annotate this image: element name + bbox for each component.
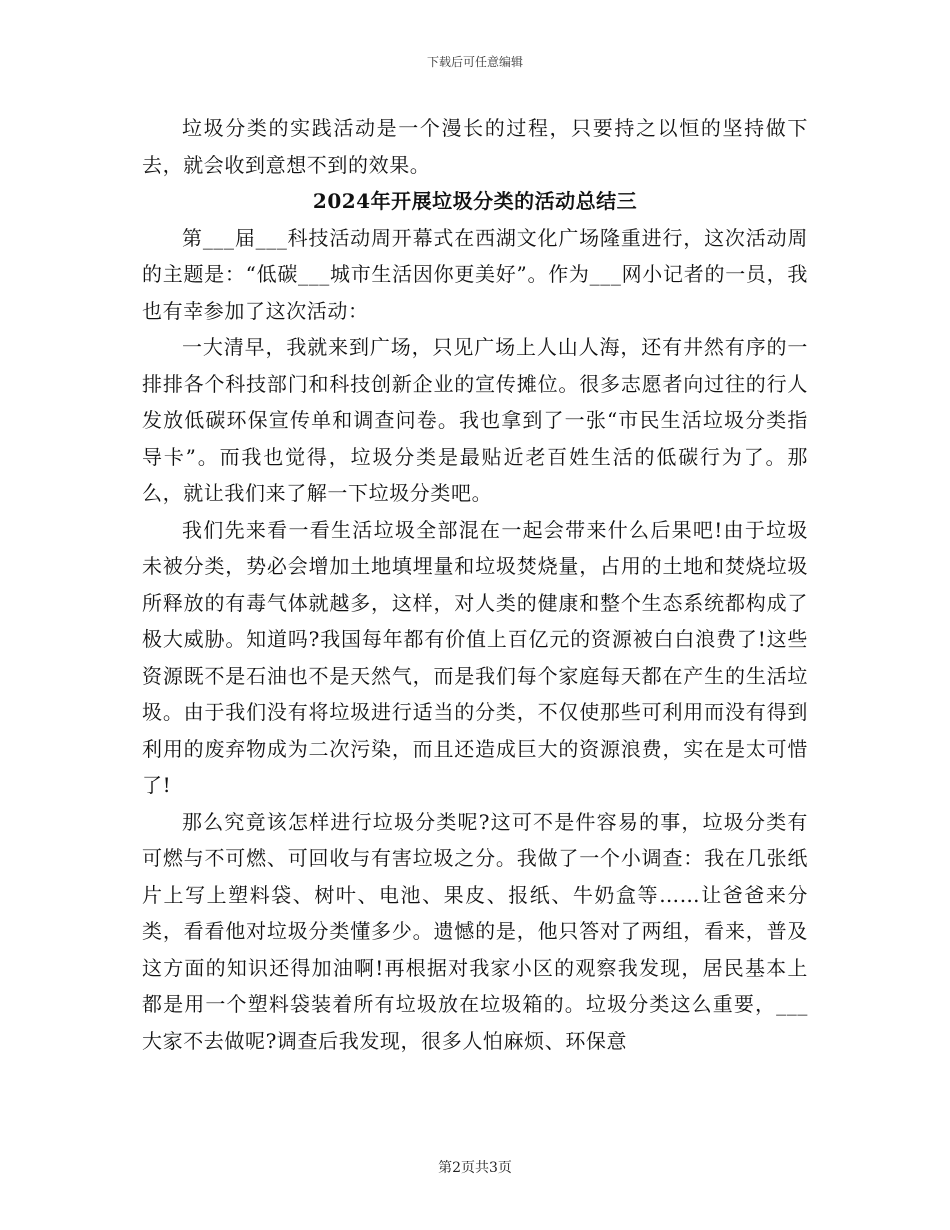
paragraph-1: 第___届___科技活动周开幕式在西湖文化广场隆重进行，这次活动周的主题是：“低碳___城市生活因你更美好”。作为___网小记者的一员，我也有幸参加了这次活动： (142, 225, 808, 323)
page-footer: 第2页共3页 (438, 1160, 512, 1176)
document-body (142, 110, 808, 1059)
paragraph-4: 那么究竟该怎样进行垃圾分类呢?这可不是件容易的事，垃圾分类有可燃与不可燃、可回收与有害垃圾之分。我做了一个小调查：我在几张纸片上写上塑料袋、树叶、电池、果皮、报纸、牛奶盒等……让爸爸来分类，看看他对垃圾分类懂多少。遗憾的是，他只答对了两组，看来，普及这方面的知识还得加油啊!再根据对我家小区的观察我发现，居民基本上都是用一个塑料袋装着所有垃圾放在垃圾箱的。垃圾分类这么重要，___大家不去做呢?调查后我发现，很多人怕麻烦、环保意 (142, 809, 808, 1053)
section-title: 2024年开展垃圾分类的活动总结三 (312, 189, 638, 213)
paragraph-3: 我们先来看一看生活垃圾全部混在一起会带来什么后果吧!由于垃圾未被分类，势必会增加土地填埋量和垃圾焚烧量，占用的土地和焚烧垃圾所释放的有毒气体就越多，这样，对人类的健康和整个生态系统都构成了极大威胁。知道吗?我国每年都有价值上百亿元的资源被白白浪费了!这些资源既不是石油也不是天然气，而是我们每个家庭每天都在产生的生活垃圾。由于我们没有将垃圾进行适当的分类，不仅使那些可利用而没有得到利用的废弃物成为二次污染，而且还造成巨大的资源浪费，实在是太可惜了! (142, 517, 808, 797)
paragraph-2: 一大清早，我就来到广场，只见广场上人山人海，还有井然有序的一排排各个科技部门和科技创新企业的宣传摊位。很多志愿者向过往的行人发放低碳环保宣传单和调查问卷。我也拿到了一张“市民生活垃圾分类指导卡”。而我也觉得，垃圾分类是最贴近老百姓生活的低碳行为了。那么，就让我们来了解一下垃圾分类吧。 (142, 335, 808, 505)
intro-paragraph: 垃圾分类的实践活动是一个漫长的过程，只要持之以恒的坚持做下去，就会收到意想不到的效果。 (142, 116, 808, 177)
page-header: 下载后可任意编辑 (426, 55, 523, 69)
